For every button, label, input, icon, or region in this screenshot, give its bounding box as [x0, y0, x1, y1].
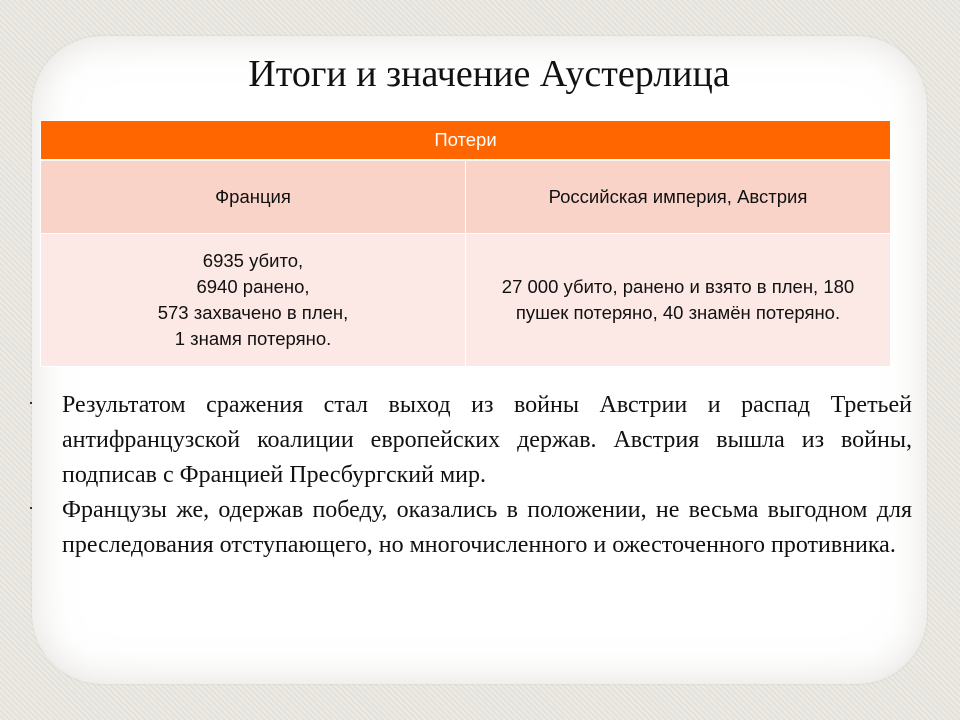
russia-austria-losses-cell: [466, 234, 891, 367]
table-header: Потери: [41, 121, 891, 161]
losses-table: [40, 120, 891, 367]
conclusions-list: [28, 388, 912, 563]
list-item: [28, 388, 912, 493]
bullet-text: Французы же, одержав победу, оказались в положении, не весьма выгодном для преследования отступающего, но многочисленного и ожесточенного противника.: [62, 497, 912, 558]
bullet-dot-icon: ·: [28, 393, 34, 413]
list-item: [28, 493, 912, 563]
france-loss-line: 1 знамя потеряно.: [174, 328, 332, 349]
france-loss-line: 573 захвачено в плен,: [157, 302, 349, 323]
slide-title: Итоги и значение Аустерлица: [248, 53, 730, 95]
column-header-russia-austria: Российская империя, Австрия: [466, 160, 891, 234]
russia-austria-loss-text: 27 000 убито, ранено и взято в плен, 180 пушек потеряно, 40 знамён потеряно.: [501, 276, 855, 323]
france-loss-line: 6940 ранено,: [196, 276, 310, 297]
bullet-text: Результатом сражения стал выход из войны Австрии и распад Третьей антифранцузской коалиции европейских держав. Австрия вышла из войны, подписав с Францией Пресбургский мир.: [62, 392, 912, 488]
france-losses-cell: [41, 234, 466, 367]
france-loss-line: 6935 убито,: [202, 250, 304, 271]
column-header-france: Франция: [41, 160, 466, 234]
bullet-dot-icon: ·: [28, 498, 34, 518]
